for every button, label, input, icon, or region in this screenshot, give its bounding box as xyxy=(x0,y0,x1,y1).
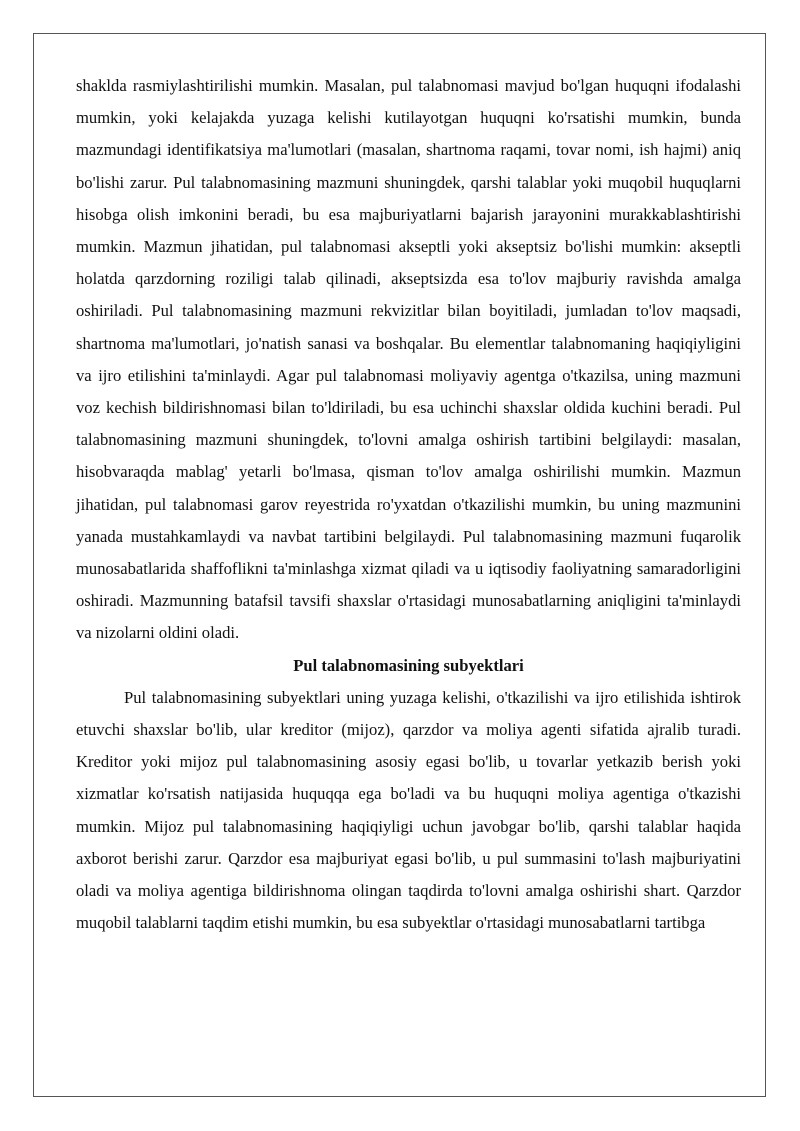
document-body xyxy=(76,70,741,939)
body-paragraph: shaklda rasmiylashtirilishi mumkin. Masalan, pul talabnomasi mavjud bo'lgan huquqni ifodalashi mumkin, yoki kelajakda yuzaga kelishi kutilayotgan huquqni ko'rsatishi mumkin, bunda mazmundagi identifikatsiya ma'lumotlari (masalan, shartnoma raqami, tovar nomi, ish hajmi) aniq bo'lishi zarur. Pul talabnomasining mazmuni shuningdek, qarshi talablar yoki muqobil huquqlarni hisobga olish imkonini beradi, bu esa majburiyatlarni bajarish jarayonini murakkablashtirishi mumkin. Mazmun jihatidan, pul talabnomasi akseptli yoki akseptsiz bo'lishi mumkin: akseptli holatda qarzdorning roziligi talab qilinadi, akseptsizda esa to'lov majburiy ravishda amalga oshiriladi. Pul talabnomasining mazmuni rekvizitlar bilan boyitiladi, jumladan to'lov maqsadi, shartnoma ma'lumotlari, jo'natish sanasi va boshqalar. Bu elementlar talabnomaning haqiqiyligini va ijro etilishini ta'minlaydi. Agar pul talabnomasi moliyaviy agentga o'tkazilsa, uning mazmuni voz kechish bildirishnomasi bilan to'ldiriladi, bu esa uchinchi shaxslar oldida kuchini beradi. Pul talabnomasining mazmuni shuningdek, to'lovni amalga oshirish tartibini belgilaydi: masalan, hisobvaraqda mablag' yetarli bo'lmasa, qisman to'lov amalga oshirilishi mumkin. Mazmun jihatidan, pul talabnomasi garov reyestrida ro'yxatdan o'tkazilishi mumkin, bu uning mazmunini yanada mustahkamlaydi va navbat tartibini belgilaydi. Pul talabnomasining mazmuni fuqarolik munosabatlarida shaffoflikni ta'minlashga xizmat qiladi va u iqtisodiy faoliyatning samaradorligini oshiradi. Mazmunning batafsil tavsifi shaxslar o'rtasidagi munosabatlarning aniqligini ta'minlaydi va nizolarni oldini oladi. xyxy=(76,76,741,643)
body-paragraph: Pul talabnomasining subyektlari uning yuzaga kelishi, o'tkazilishi va ijro etilishida ishtirok etuvchi shaxslar bo'lib, ular kreditor (mijoz), qarzdor va moliya agenti sifatida ajralib turadi. Kreditor yoki mijoz pul talabnomasining asosiy egasi bo'lib, u tovarlar yetkazib berish yoki xizmatlar ko'rsatish natijasida huquqqa ega bo'ladi va bu huquqni moliya agentiga o'tkazishi mumkin. Mijoz pul talabnomasining haqiqiyligi uchun javobgar bo'lib, qarshi talablar haqida axborot berishi zarur. Qarzdor esa majburiyat egasi bo'lib, u pul summasini to'lash majburiyatini oladi va moliya agentiga bildirishnoma olingan taqdirda to'lovni amalga oshirishi shart. Qarzdor muqobil talablarni taqdim etishi mumkin, bu esa subyektlar o'rtasidagi munosabatlarni tartibga xyxy=(76,687,741,933)
section-heading: Pul talabnomasining subyektlari xyxy=(293,655,524,675)
